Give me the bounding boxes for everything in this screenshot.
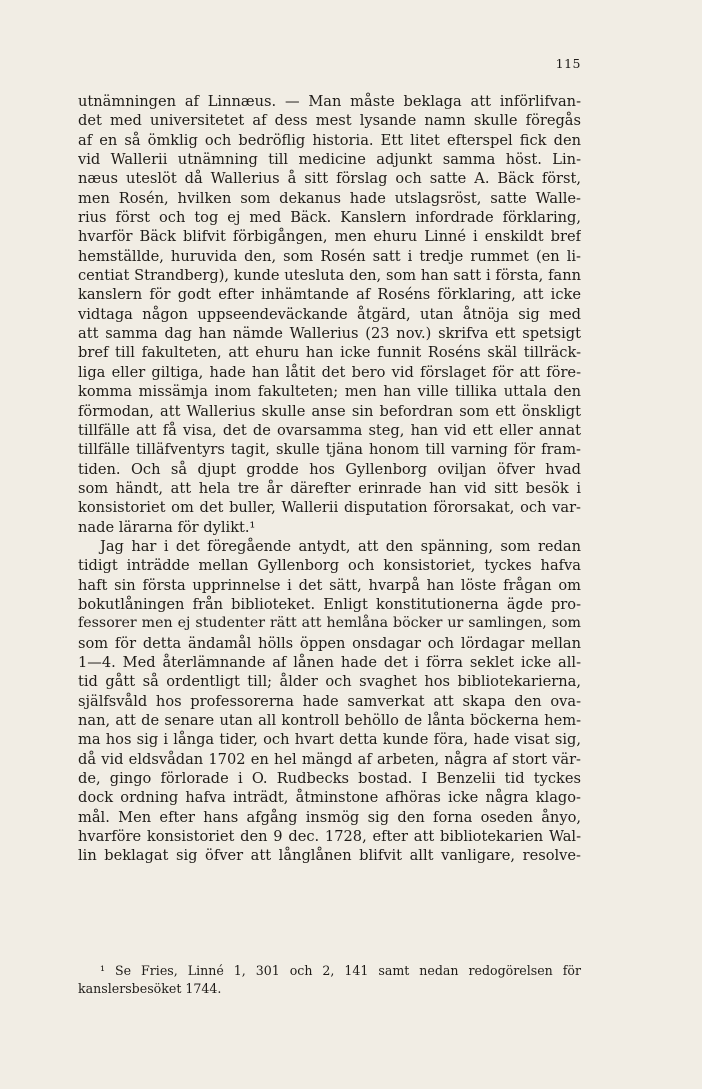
text-line: lin beklagat sig öfver att långlånen blifvit allt vanligare, resolve- [78, 847, 581, 865]
text-line: dock ordning hafva inträdt, åtminstone afhöras icke några klago- [78, 789, 581, 807]
page-number: 115 [555, 56, 581, 71]
text-line: att samma dag han nämde Wallerius (23 nov.) skrifva ett spetsigt [78, 325, 581, 343]
text-line: som för detta ändamål hölls öppen onsdagar och lördagar mellan [78, 634, 581, 652]
paragraph-1 [78, 92, 581, 537]
text-line: komma missämja inom fakulteten; men han ville tillika uttala den [78, 383, 581, 401]
text-line: tillfälle att få visa, det de ovarsamma steg, han vid ett eller annat [78, 421, 581, 439]
text-line: bref till fakulteten, att ehuru han icke funnit Roséns skäl tillräck- [78, 344, 581, 362]
text-line: förmodan, att Wallerius skulle anse sin befordran som ett önskligt [78, 402, 581, 420]
text-line: tid gått så ordentligt till; ålder och svaghet hos bibliotekarierna, [78, 673, 581, 691]
text-line: själfsvåld hos professorerna hade samverkat att skapa den ova- [78, 692, 581, 710]
text-line: men Rosén, hvilken som dekanus hade utslagsröst, satte Walle- [78, 189, 581, 207]
text-line: mål. Men efter hans afgång insmög sig den forna oseden ånyo, [78, 808, 581, 826]
body-text [78, 92, 581, 866]
text-line: hemställde, huruvida den, som Rosén satt i tredje rummet (en li- [78, 247, 581, 265]
text-line: liga eller giltiga, hade han låtit det bero vid förslaget för att före- [78, 363, 581, 381]
text-line: konsistoriet om det buller, Wallerii disputation förorsakat, och var- [78, 499, 581, 517]
text-line: rius först och tog ej med Bäck. Kanslern infordrade förklaring, [78, 209, 581, 227]
text-line: kanslern för godt efter inhämtande af Roséns förklaring, att icke [78, 286, 581, 304]
text-line: tillfälle tilläfventyrs tagit, skulle tjäna honom till varning för fram- [78, 441, 581, 459]
text-line: tiden. Och så djupt grodde hos Gyllenborg oviljan öfver hvad [78, 460, 581, 478]
text-line: det med universitetet af dess mest lysande namn skulle föregås [78, 112, 581, 130]
text-line: då vid eldsvådan 1702 en hel mängd af arbeten, några af stort vär- [78, 750, 581, 768]
text-line: tidigt inträdde mellan Gyllenborg och konsistoriet, tyckes hafva [78, 557, 581, 575]
text-line: hvarföre konsistoriet den 9 dec. 1728, efter att bibliotekarien Wal- [78, 828, 581, 846]
text-line: hvarför Bäck blifvit förbigången, men ehuru Linné i enskildt bref [78, 228, 581, 246]
text-line: 1—4. Med återlämnande af lånen hade det i förra seklet icke all- [78, 653, 581, 671]
text-line: nan, att de senare utan all kontroll behöllo de lånta böckerna hem- [78, 712, 581, 729]
text-line: af en så ömklig och bedröflig historia. Ett litet efterspel fick den [78, 131, 581, 149]
text-line: centiat Strandberg), kunde utesluta den, som han satt i första, fann [78, 267, 581, 285]
text-line: næus uteslöt då Wallerius å sitt förslag och satte A. Bäck först, [78, 170, 581, 188]
text-line: Jag har i det föregående antydt, att den spänning, som redan [100, 537, 581, 555]
footnote-line: kanslersbesöket 1744. [78, 981, 222, 996]
text-line: som händt, att hela tre år därefter erinrade han vid sitt besök i [78, 479, 581, 497]
text-line: fessorer men ej studenter rätt att hemlåna böcker ur samlingen, som [78, 615, 581, 632]
text-line: utnämningen af Linnæus. — Man måste beklaga att införlifvan- [78, 93, 581, 110]
text-line: de, gingo förlorade i O. Rudbecks bostad. I Benzelii tid tyckes [78, 770, 581, 788]
footnote [78, 962, 581, 998]
text-line: haft sin första upprinnelse i det sätt, hvarpå han löste frågan om [78, 576, 581, 594]
text-line: vid Wallerii utnämning till medicine adjunkt samma höst. Lin- [78, 151, 581, 169]
text-line: nade lärarna för dylikt.¹ [78, 518, 256, 536]
paragraph-2 [78, 537, 581, 866]
text-line: bokutlåningen från biblioteket. Enligt konstitutionerna ägde pro- [78, 595, 581, 613]
footnote-line: ¹ Se Fries, Linné 1, 301 och 2, 141 samt nedan redogörelsen för [100, 963, 581, 978]
text-line: ma hos sig i långa tider, och hvart detta kunde föra, hade visat sig, [78, 731, 581, 749]
text-line: vidtaga någon uppseendeväckande åtgärd, utan åtnöja sig med [78, 305, 581, 323]
